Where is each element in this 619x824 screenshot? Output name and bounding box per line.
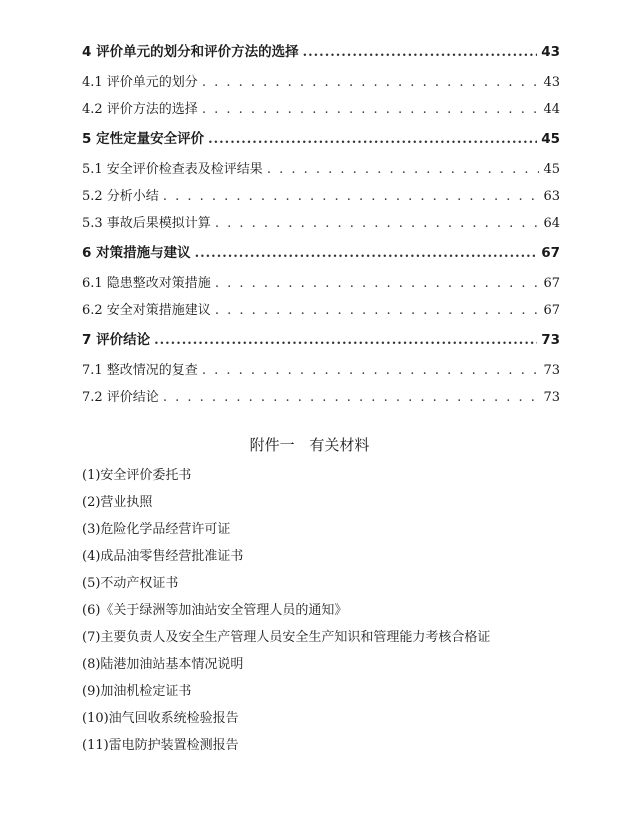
toc-entry-title: 6.1 隐患整改对策措施 (82, 276, 211, 291)
toc-entry-title: 5.1 安全评价检查表及检评结果 (82, 162, 263, 177)
toc-entry-5-1 (82, 156, 560, 183)
toc-entry-page: 67 (543, 276, 560, 291)
toc-entry-7-1 (82, 357, 560, 384)
table-of-contents (82, 36, 560, 411)
appendix-title: 附件一 有关材料 (249, 436, 370, 454)
list-item: (9)加油机检定证书 (82, 684, 192, 699)
toc-entry-title: 5 定性定量安全评价 (82, 131, 205, 147)
toc-leader-dots (303, 39, 538, 66)
toc-entry-page: 67 (541, 245, 560, 261)
list-item: (1)安全评价委托书 (82, 468, 192, 483)
toc-entry-chapter-5 (82, 126, 560, 153)
toc-leader-dots (202, 357, 540, 384)
toc-entry-title: 6 对策措施与建议 (82, 245, 191, 261)
toc-entry-chapter-4 (82, 39, 560, 66)
toc-leader-dots (215, 270, 540, 297)
toc-entry-5-3 (82, 210, 560, 237)
toc-entry-title: 4 评价单元的划分和评价方法的选择 (82, 44, 299, 60)
toc-entry-page: 73 (543, 363, 560, 378)
toc-entry-page: 64 (543, 216, 560, 231)
toc-leader-dots (208, 126, 537, 153)
toc-leader-dots (154, 327, 537, 354)
toc-leader-dots (215, 297, 540, 324)
list-item: (7)主要负责人及安全生产管理人员安全生产知识和管理能力考核合格证 (82, 630, 491, 645)
list-item: (5)不动产权证书 (82, 576, 179, 591)
toc-entry-page: 44 (543, 102, 560, 117)
toc-entry-title: 7.2 评价结论 (82, 390, 159, 405)
toc-entry-page: 45 (543, 162, 560, 177)
toc-leader-dots (267, 156, 540, 183)
toc-entry-page: 67 (543, 303, 560, 318)
toc-leader-dots (215, 210, 540, 237)
toc-entry-title: 5.2 分析小结 (82, 189, 159, 204)
toc-entry-chapter-7 (82, 327, 560, 354)
toc-entry-7-2 (82, 384, 560, 411)
toc-entry-page: 63 (543, 189, 560, 204)
toc-entry-title: 7.1 整改情况的复查 (82, 363, 198, 378)
list-item: (4)成品油零售经营批准证书 (82, 549, 244, 564)
toc-entry-title: 6.2 安全对策措施建议 (82, 303, 211, 318)
toc-entry-title: 5.3 事故后果模拟计算 (82, 216, 211, 231)
toc-entry-6-2 (82, 297, 560, 324)
toc-entry-4-1 (82, 69, 560, 96)
toc-entry-page: 45 (541, 131, 560, 147)
toc-entry-page: 73 (543, 390, 560, 405)
list-item: (2)营业执照 (82, 495, 153, 510)
toc-entry-4-2 (82, 96, 560, 123)
list-item: (8)陆港加油站基本情况说明 (82, 657, 244, 672)
list-item: (6)《关于绿洲等加油站安全管理人员的通知》 (82, 603, 348, 618)
toc-leader-dots (202, 69, 540, 96)
toc-entry-page: 73 (541, 332, 560, 348)
toc-leader-dots (202, 96, 540, 123)
toc-leader-dots (163, 384, 540, 411)
toc-leader-dots (163, 183, 540, 210)
toc-entry-5-2 (82, 183, 560, 210)
list-item: (11)雷电防护装置检测报告 (82, 738, 239, 753)
toc-leader-dots (195, 240, 538, 267)
list-item: (3)危险化学品经营许可证 (82, 522, 231, 537)
toc-entry-chapter-6 (82, 240, 560, 267)
toc-entry-title: 4.2 评价方法的选择 (82, 102, 198, 117)
list-item: (10)油气回收系统检验报告 (82, 711, 239, 726)
toc-entry-6-1 (82, 270, 560, 297)
toc-entry-page: 43 (543, 75, 560, 90)
toc-entry-title: 4.1 评价单元的划分 (82, 75, 198, 90)
toc-entry-page: 43 (541, 44, 560, 60)
toc-entry-title: 7 评价结论 (82, 332, 151, 348)
appendix-list (82, 462, 582, 759)
